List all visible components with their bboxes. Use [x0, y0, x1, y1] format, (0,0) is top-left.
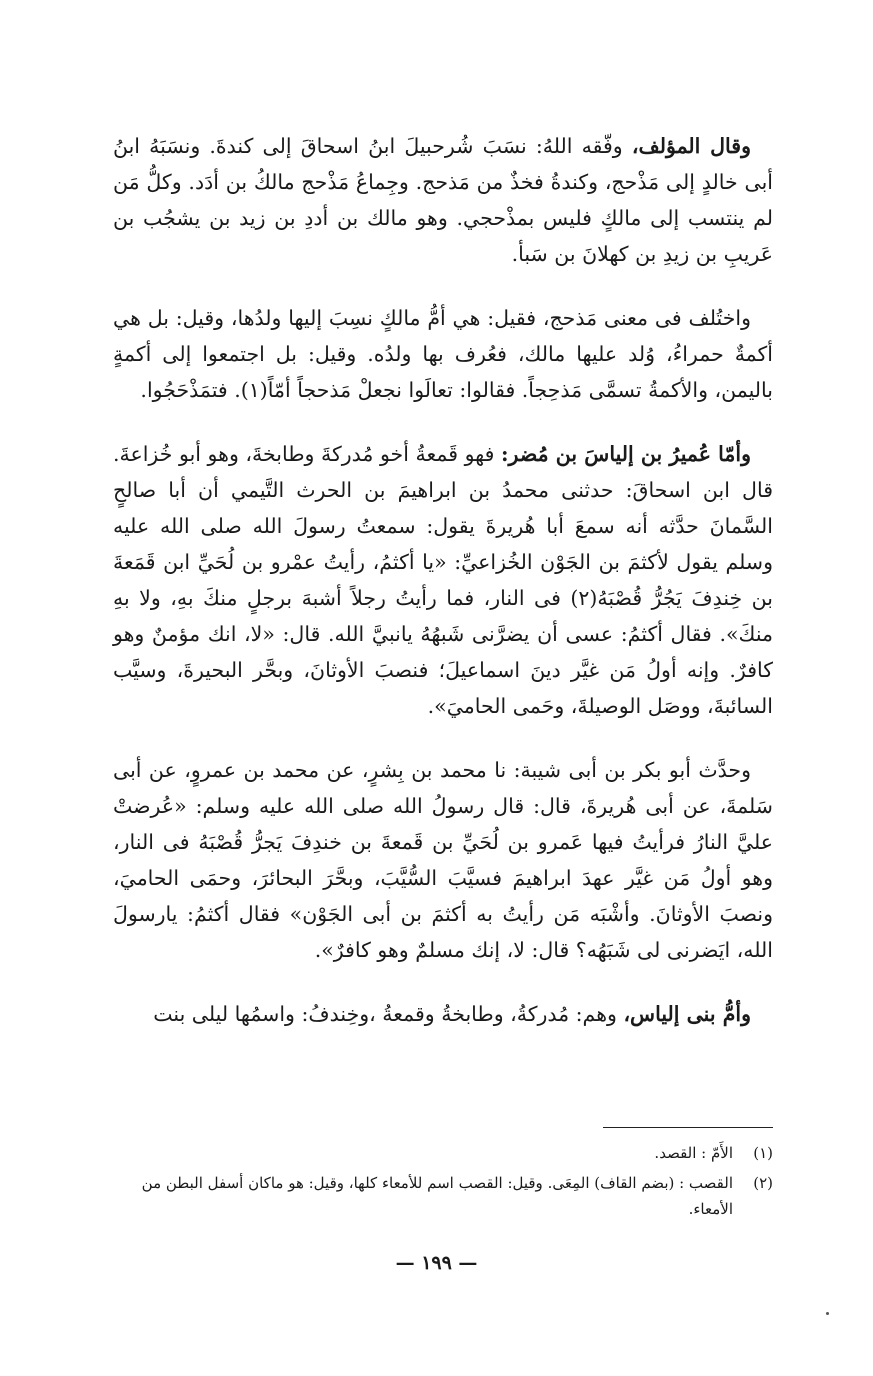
paragraph-1-body: وفّقه اللهُ: نسَبَ شُرحبيلَ ابنُ اسحاقَ إلى كندةَ. ونسَبَهُ ابنُ أبى خالدٍ إلى مَذْحج، وكندةُ فخذٌ من مَذحج. وجِماعُ مَذْحج مالكُ بن أدَد. وكلُّ مَن لم ينتسب إلى مالكٍ فليس بمذْحجي. وهو مالك بن أددِ بن زيد بن يشجُب بن عَريبِ بن زيدِ بن كهلانَ بن سَبأ. — [113, 134, 773, 266]
paragraph-5-body: وهم: مُدركةُ، وطابخةُ وقمعةُ ،وخِندفُ: واسمُها ليلى بنت — [153, 1002, 624, 1026]
paragraph-5 — [113, 996, 773, 1032]
paragraph-5-lead: وأمُّ بنى إلياس، — [623, 1002, 751, 1026]
page-number: — ١٩٩ — — [395, 1252, 478, 1274]
paragraph-3-body: فهو قَمعةُ أخو مُدركةَ وطابخةَ، وهو أبو خُزاعةَ. قال ابن اسحاقَ: حدثنى محمدُ بن ابراهيمَ بن الحرث التَّيمي أن أبا صالحٍ السَّمانَ حدَّثه أنه سمعَ أبا هُريرةَ يقول: سمعتُ رسولَ الله صلى الله عليه وسلم يقول لأكثمَ بن الجَوْن الخُزاعيِّ: «يا أكثمُ، رأيتُ عمْرو بن لُحَيِّ ابن قَمَعةَ بن خِندِفَ يَجُرُّ قُصْبَهُ(٢) فى النار، فما رأيتُ رجلاً أشبهَ برجلٍ منكَ بهِ، ولا بهِ منكَ». فقال أكثمُ: عسى أن يضرَّنى شَبهُهُ يانبيَّ الله. قال: «لا، انك مؤمنٌ وهو كافرٌ. وإنه أولُ مَن غيَّر دينَ اسماعيلَ؛ فنصبَ الأوثانَ، وبحَّر البحيرةَ، وسيَّب السائبةَ، ووصَل الوصيلةَ، وحَمى الحاميَ». — [113, 442, 773, 718]
footnote-1 — [113, 1140, 773, 1166]
paragraph-1 — [113, 128, 773, 272]
footnote-2-text: القصب : (بضم القاف) المِعَى. وقيل: القصب اسم للأمعاء كلها، وقيل: هو ماكان أسفل البطن من الأمعاء. — [141, 1174, 733, 1218]
paragraph-4-body: وحدَّث أبو بكر بن أبى شيبة: نا محمد بن بِشرٍ، عن محمد بن عمروٍ، عن أبى سَلمةَ، عن أبى هُريرةَ، قال: قال رسولُ الله صلى الله عليه وسلم: «عُرضتْ عليَّ النارُ فرأيتُ فيها عَمرو بن لُحَيِّ بن قَمعةَ بن خندِفَ يَجرُّ قُصْبَهُ فى النار، وهو أولُ مَن غيَّر عهدَ ابراهيمَ فسيَّبَ السُّيَّبَ، وبحَّرَ البحائرَ، وحمَى الحاميَ، ونصبَ الأوثانَ. وأشْبَه مَن رأيتُ به أكثمَ بن أبى الجَوْن» فقال أكثمُ: يارسولَ الله، ايَضرنى لى شَبَهُه؟ قال: لا، إنك مسلمٌ وهو كافرٌ». — [113, 758, 773, 962]
footnote-1-text: الأَمّ : القصد. — [654, 1144, 733, 1162]
paragraph-2-body: واختُلف فى معنى مَذحج، فقيل: هي أمُّ مالكٍ نسِبَ إليها ولدُها، وقيل: بل هي أكمةٌ حمراءُ، وُلد عليها مالك، فعُرف بها ولدُه. وقيل: بل اجتمعوا إلى أكمةٍ باليمن، والأكمةُ تسمَّى مَذحِجاً. فقالوا: تعالَوا نجعلْ مَذحجاً أمّاً(١). فتمَذْحَجُوا. — [113, 306, 773, 402]
paragraph-4 — [113, 752, 773, 968]
paragraph-3 — [113, 436, 773, 724]
paragraph-2 — [113, 300, 773, 408]
footnotes — [113, 1140, 773, 1226]
main-text — [113, 128, 773, 1060]
paragraph-3-lead: وأمّا عُميرُ بن إلياسَ بن مُضر: — [500, 442, 751, 466]
footnote-1-number: (١) — [753, 1144, 773, 1162]
paragraph-1-lead: وقال المؤلف، — [631, 134, 751, 158]
paper-speck — [826, 1312, 829, 1315]
footnote-2-number: (٢) — [753, 1174, 773, 1192]
footnote-separator — [603, 1127, 773, 1128]
footnote-2 — [113, 1170, 773, 1222]
